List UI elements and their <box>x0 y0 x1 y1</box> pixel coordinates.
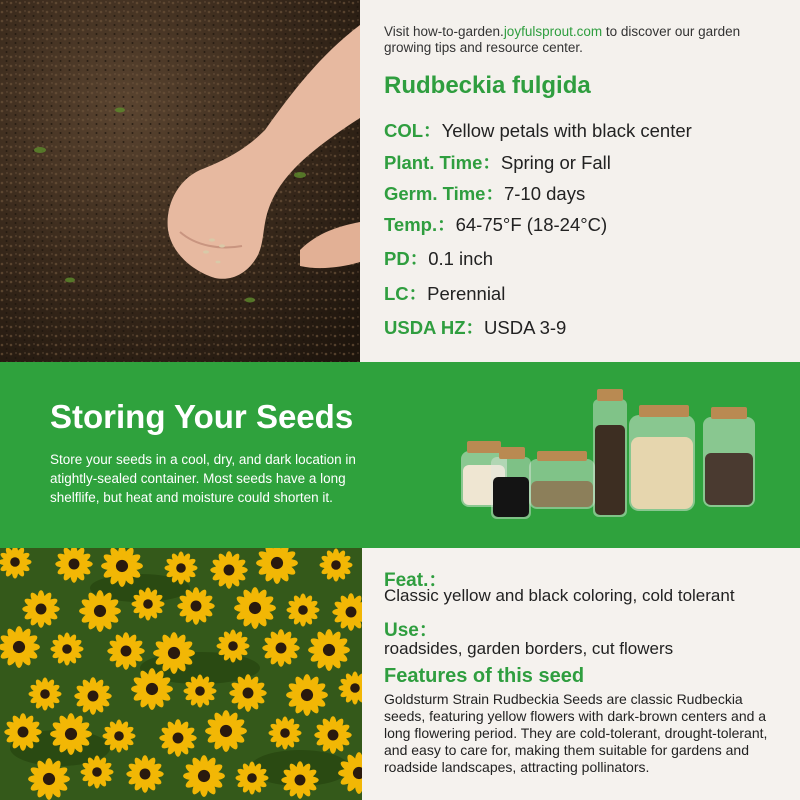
spec-label: Germ. Time： <box>384 183 504 204</box>
visit-prefix: Visit how-to-garden. <box>384 24 504 39</box>
use-value: roadsides, garden borders, cut flowers <box>384 639 674 658</box>
spec-row-color <box>384 117 692 143</box>
visit-text <box>384 24 784 56</box>
storing-text: Store your seeds in a cool, dry, and dark location in atightly-sealed container. Most seeds have a long shelflife, but heat and moisture could shorten it. <box>50 452 356 505</box>
spec-row-lifecycle <box>384 280 505 306</box>
spec-value: 7-10 days <box>503 183 586 204</box>
feat-heading: Feat.： <box>384 570 448 591</box>
species-name: Rudbeckia fulgida <box>384 72 591 99</box>
spec-value: 0.1 inch <box>428 248 493 269</box>
spec-value: USDA 3-9 <box>484 317 567 338</box>
use-heading: Use： <box>384 620 438 641</box>
spec-label: LC： <box>384 283 428 304</box>
feat-value: Classic yellow and black coloring, cold tolerant <box>384 586 735 605</box>
spec-row-hardiness-zone <box>384 314 566 340</box>
storing-title: Storing Your Seeds <box>50 398 354 435</box>
seed-features-text: Goldsturm Strain Rudbeckia Seeds are classic Rudbeckia seeds, featuring yellow flowers with dark-brown centers and a long flowering period. They are cold-tolerant, drought-tolerant, and easy to care for, making them suitable for gardens and roadside landscapes, attracting pollinators. <box>384 691 768 775</box>
black-eyed-susan-photo <box>0 548 362 800</box>
spec-label: PD： <box>384 248 429 269</box>
soil-hands-photo <box>0 0 360 362</box>
spec-value: Perennial <box>427 283 506 304</box>
spec-label: Plant. Time： <box>384 152 501 173</box>
spec-label: Temp.： <box>384 214 456 235</box>
spec-row-temp <box>384 211 607 237</box>
spec-label: COL： <box>384 120 442 141</box>
seed-jars-image <box>455 385 760 530</box>
spec-row-plant-time <box>384 149 611 175</box>
website-link[interactable]: joyfulsprout.com <box>503 24 603 39</box>
visit-suffix: to discover our garden growing tips and resource center. <box>384 24 741 55</box>
spec-value: Yellow petals with black center <box>441 120 692 141</box>
spec-value: Spring or Fall <box>500 152 611 173</box>
spec-row-germ-time <box>384 180 585 206</box>
spec-label: USDA HZ： <box>384 317 485 338</box>
spec-value: 64-75°F (18-24°C) <box>455 214 608 235</box>
spec-row-depth <box>384 245 493 271</box>
seed-features-heading: Features of this seed <box>384 665 585 687</box>
